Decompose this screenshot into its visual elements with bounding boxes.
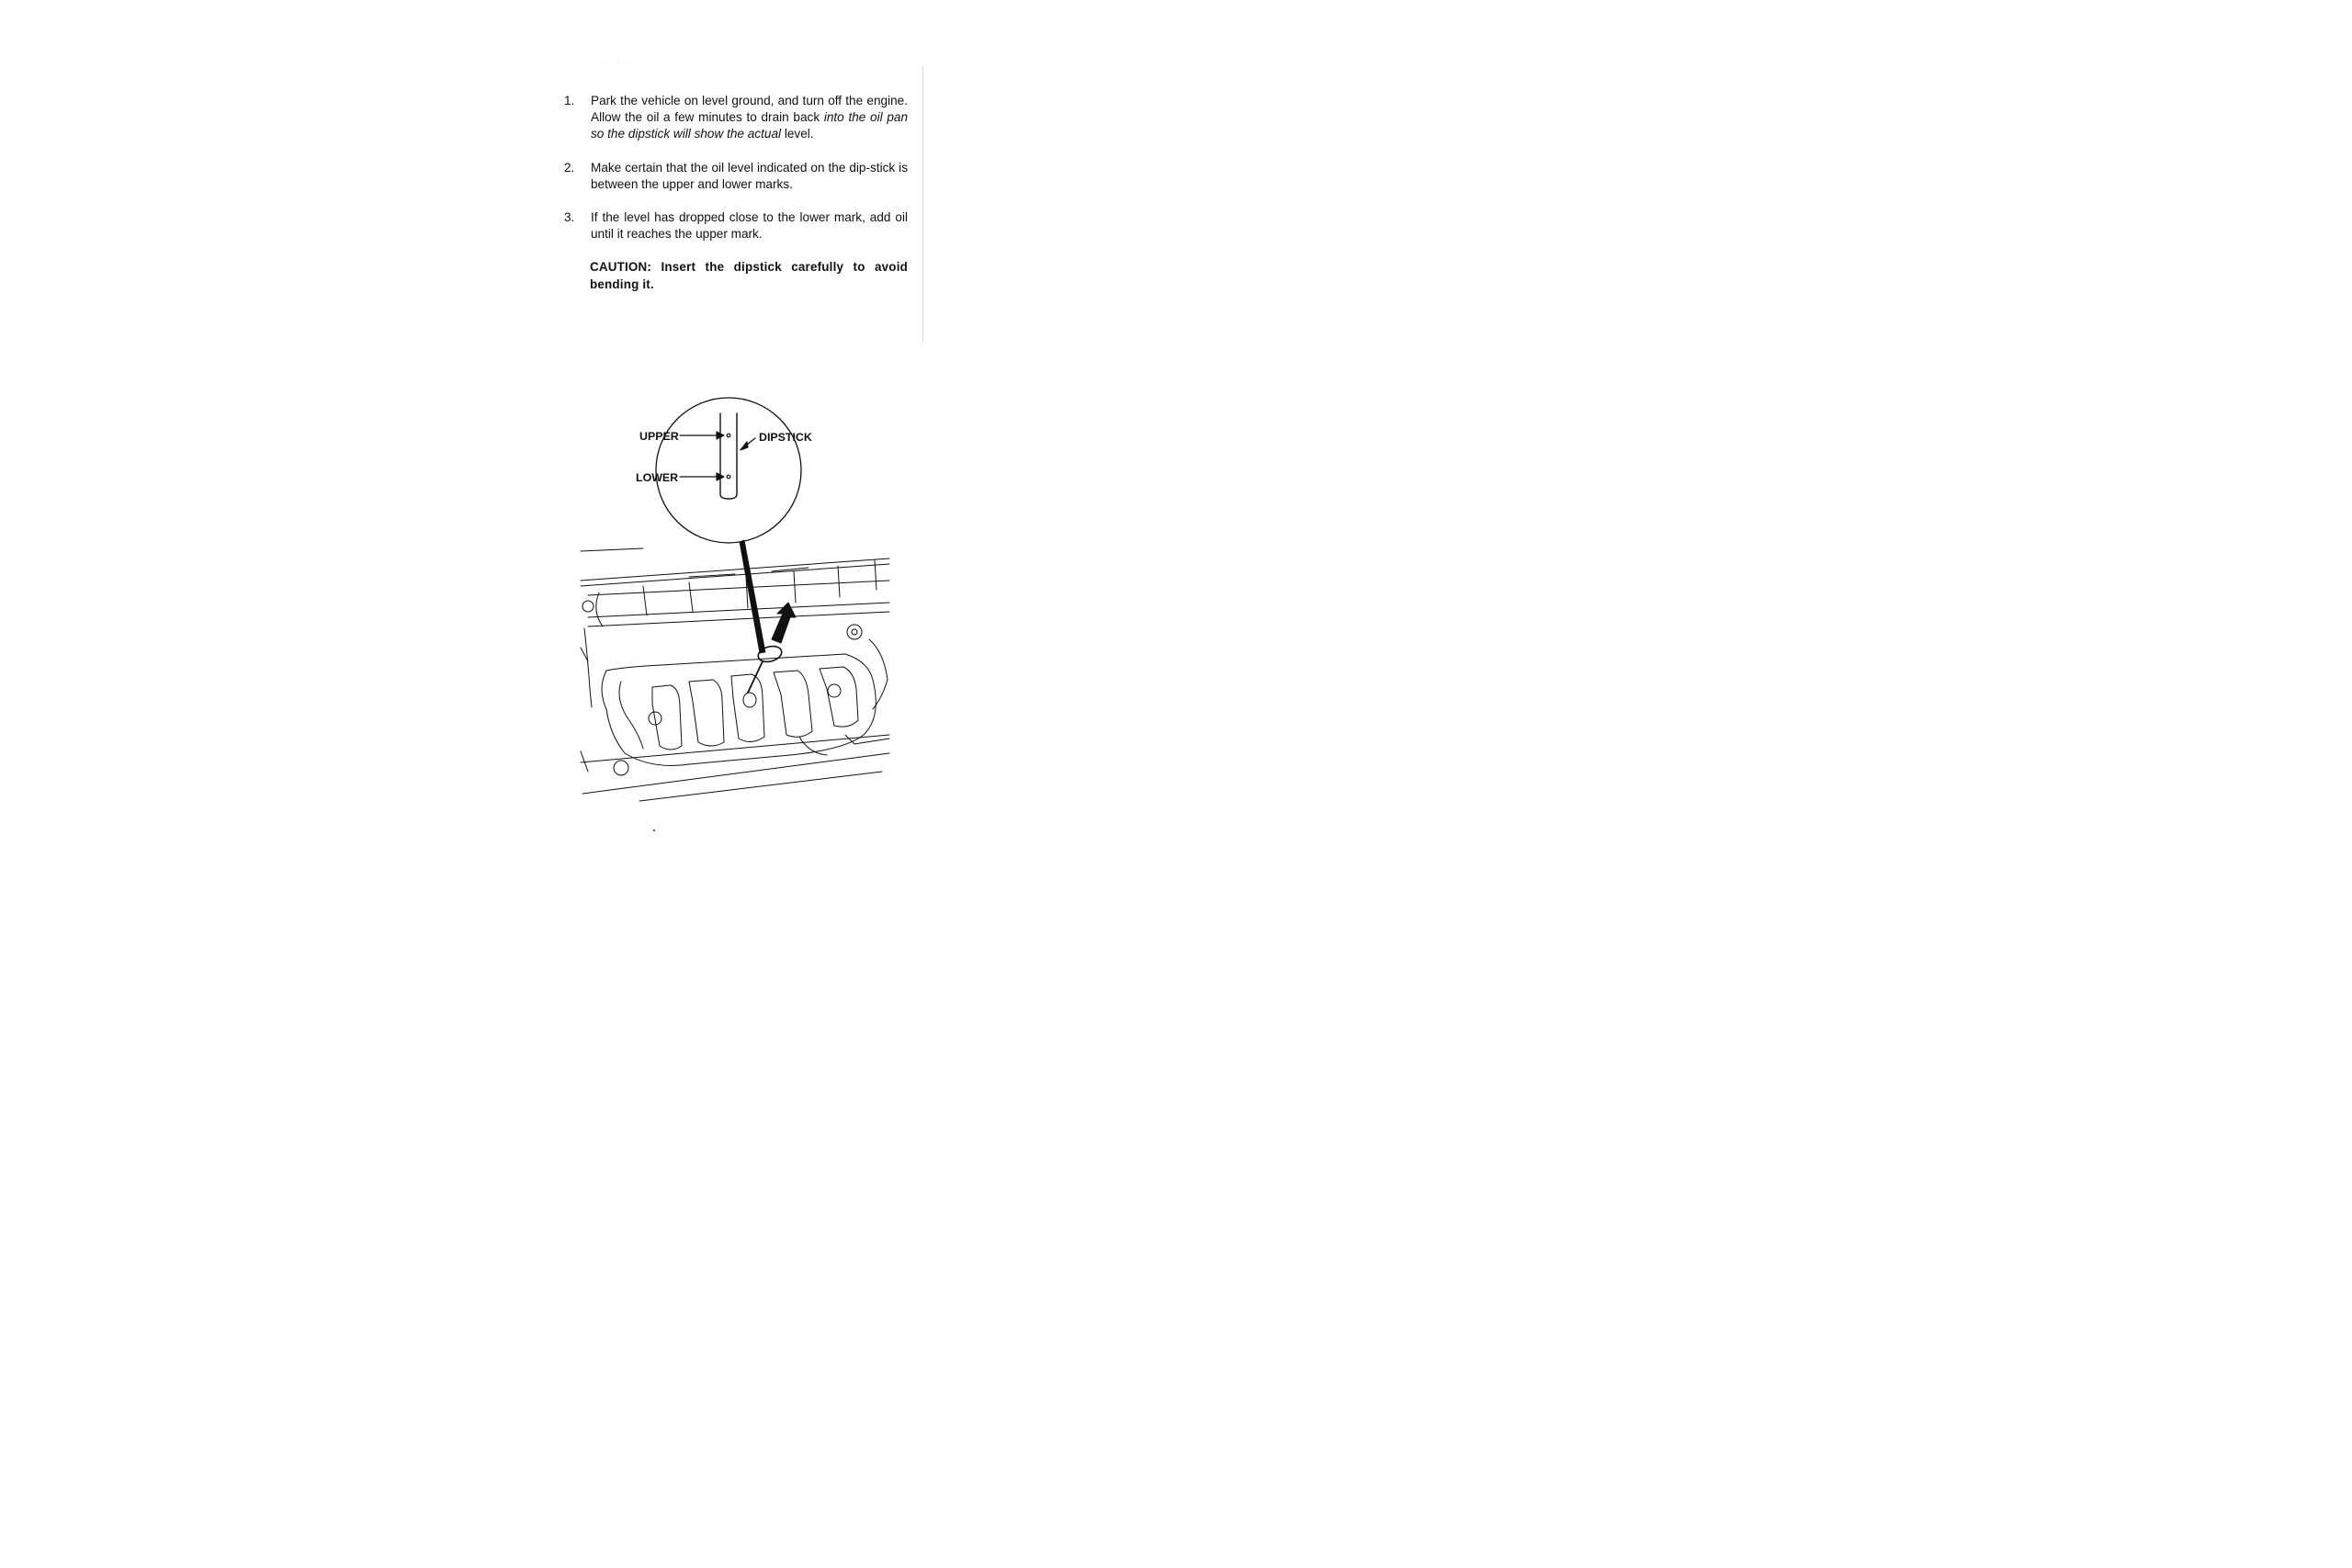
dipstick-arrowhead [741,442,748,450]
step-number: 2. [564,160,575,175]
upper-mark-dot [727,434,730,437]
step-text-plain: Park the vehicle on level ground, and turn off the engine. Allow the oil a few minutes to drain back [591,94,908,125]
step-text: Make certain that the oil level indicated on the dip-stick is between the upper and lower marks. [591,160,908,191]
lower-mark-dot [727,475,730,479]
pointer-line [740,540,765,653]
caution-note: CAUTION: Insert the dipstick carefully to avoid bending it. [590,260,908,291]
step-1 [564,93,908,143]
scan-page-edge [922,66,923,342]
dipstick-detail [720,413,737,499]
step-text-italic: into the oil pan so the dipstick will show the actual [591,110,909,141]
engine-block [581,548,889,801]
step-text: If the level has dropped close to the lower mark, add oil until it reaches the upper mark. [591,210,908,242]
scan-dot [653,829,655,831]
step-2 [564,160,908,193]
lower-label: LOWER [636,471,679,484]
detail-circle [656,398,801,543]
step-number: 1. [564,94,575,107]
step-3 [564,209,908,243]
scan-specks: · · · · · [599,59,639,64]
step-number: 3. [564,210,575,225]
step-text-tail: level. [784,127,814,141]
dipstick-label: DIPSTICK [759,431,812,444]
insert-arrow-icon [772,603,796,643]
instruction-steps [564,93,908,293]
dipstick-figure [551,386,910,845]
engine-illustration [551,386,910,845]
step-text [591,93,908,143]
upper-label: UPPER [639,430,679,443]
